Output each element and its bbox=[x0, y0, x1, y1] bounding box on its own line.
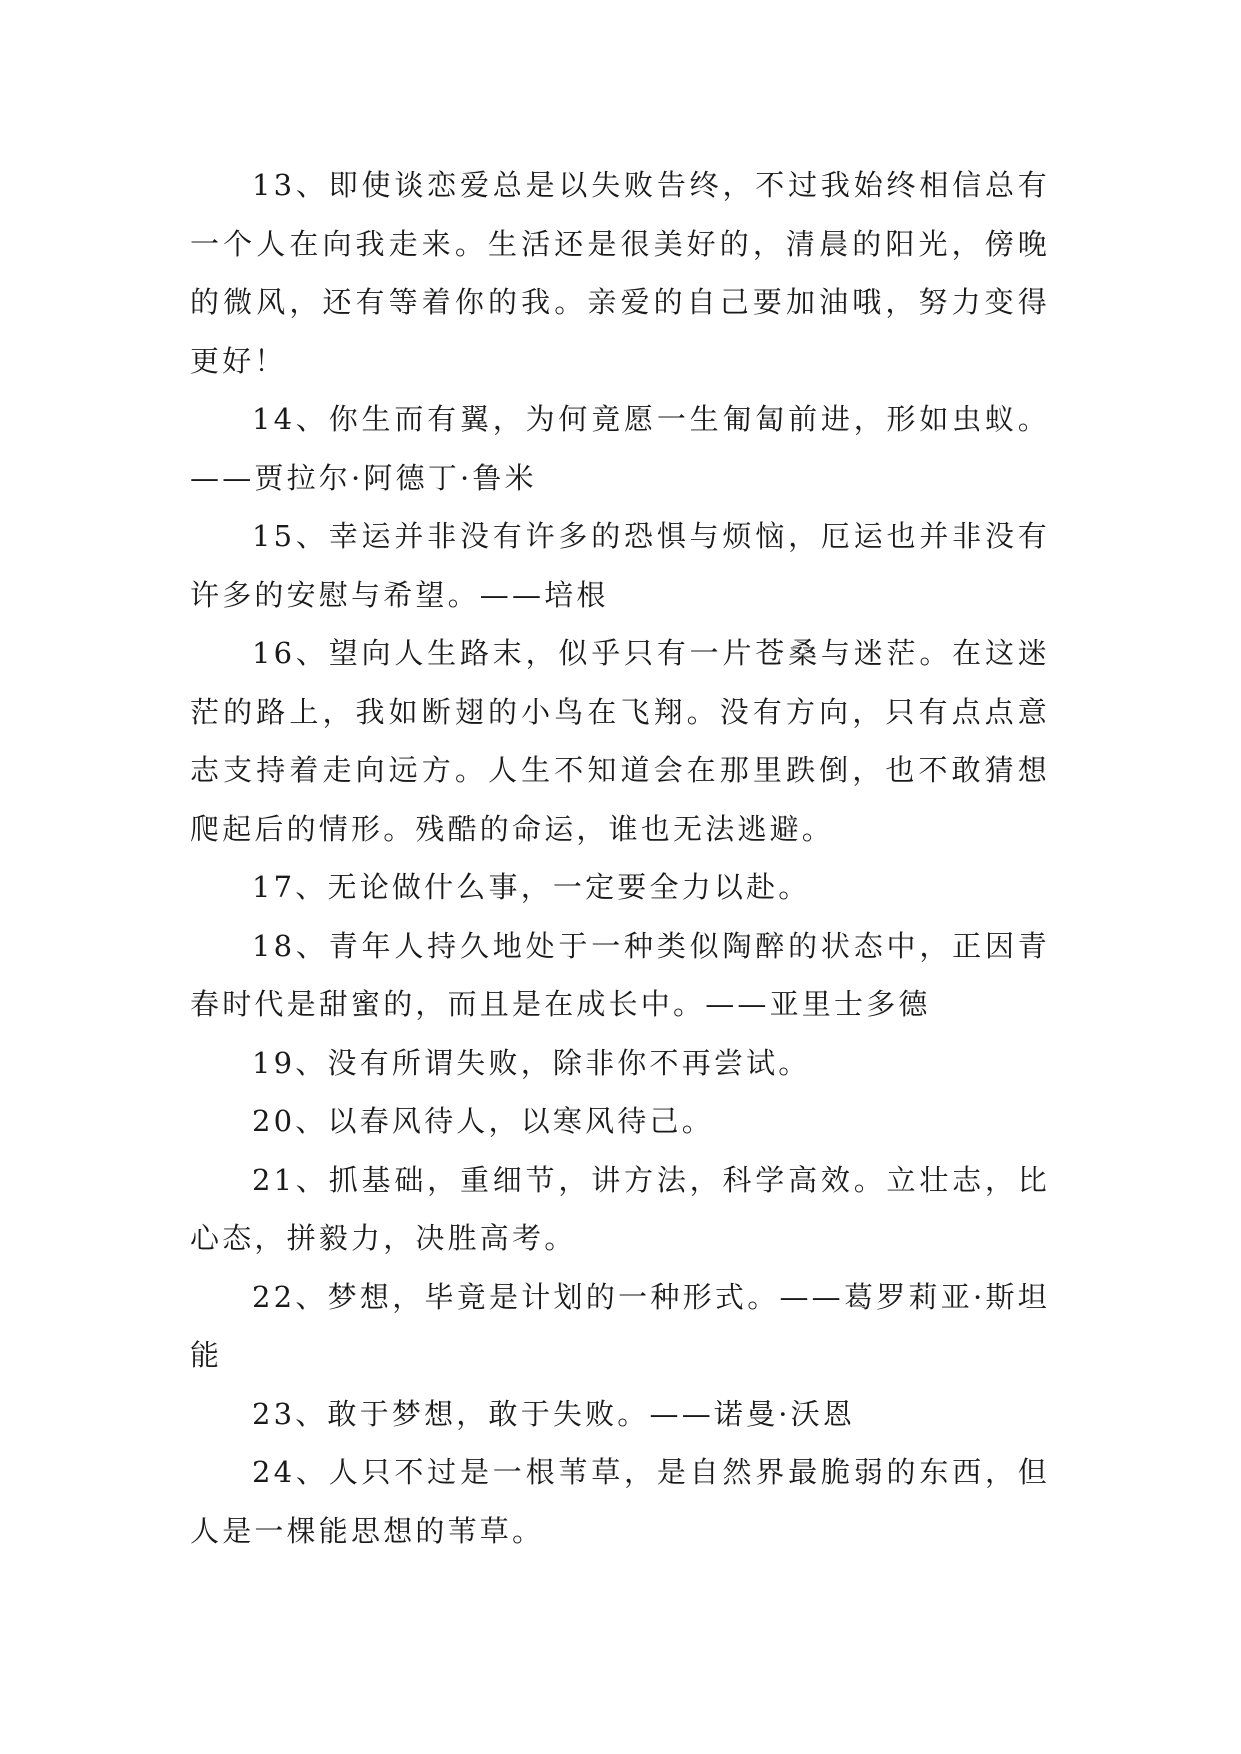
quote-paragraph-23: 23、敢于梦想，敢于失败。——诺曼·沃恩 bbox=[252, 1396, 856, 1431]
quote-paragraph-15: 15、幸运并非没有许多的恐惧与烦恼，厄运也并非没有许多的安慰与希望。——培根 bbox=[190, 519, 1050, 612]
quote-paragraph-17: 17、无论做什么事，一定要全力以赴。 bbox=[252, 870, 811, 904]
quote-paragraph-21: 21、抓基础，重细节，讲方法，科学高效。立壮志，比心态，拼毅力，决胜高考。 bbox=[190, 1162, 1050, 1255]
quote-paragraph-24: 24、人只不过是一根苇草，是自然界最脆弱的东西，但人是一棵能思想的苇草。 bbox=[190, 1455, 1050, 1548]
document-body bbox=[190, 156, 1050, 1560]
quote-paragraph-16: 16、望向人生路末，似乎只有一片苍桑与迷茫。在这迷茫的路上，我如断翅的小鸟在飞翔。没有方向，只有点点意志支持着走向远方。人生不知道会在那里跌倒，也不敢猜想爬起后的情形。残酷的命运，谁也无法逃避。 bbox=[190, 636, 1050, 846]
quote-paragraph-14: 14、你生而有翼，为何竟愿一生匍匐前进，形如虫蚁。——贾拉尔·阿德丁·鲁米 bbox=[190, 402, 1050, 495]
quote-paragraph-22: 22、梦想，毕竟是计划的一种形式。——葛罗莉亚·斯坦能 bbox=[190, 1279, 1050, 1372]
quote-paragraph-18: 18、青年人持久地处于一种类似陶醉的状态中，正因青春时代是甜蜜的，而且是在成长中。——亚里士多德 bbox=[190, 928, 1050, 1021]
quote-paragraph-13: 13、即使谈恋爱总是以失败告终，不过我始终相信总有一个人在向我走来。生活还是很美好的，清晨的阳光，傍晚的微风，还有等着你的我。亲爱的自己要加油哦，努力变得更好！ bbox=[190, 168, 1050, 378]
quote-paragraph-20: 20、以春风待人，以寒风待己。 bbox=[252, 1104, 714, 1138]
quote-paragraph-19: 19、没有所谓失败，除非你不再尝试。 bbox=[252, 1045, 811, 1080]
